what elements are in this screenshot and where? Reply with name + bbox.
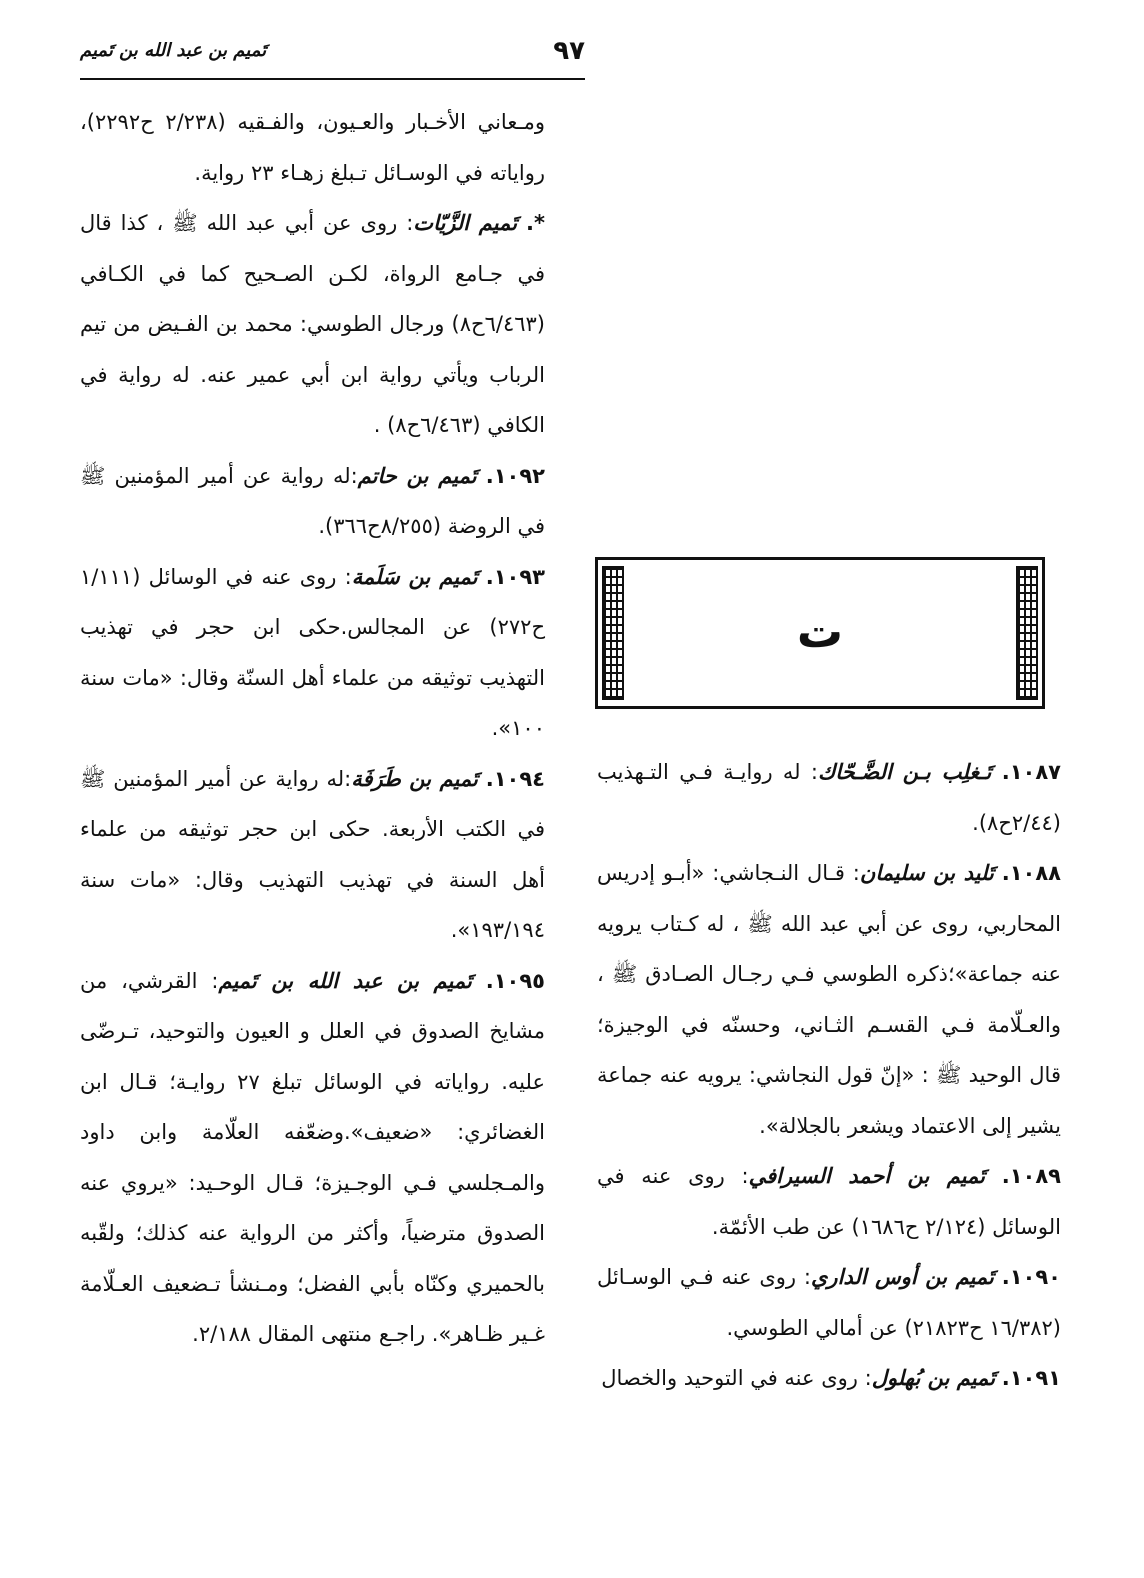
page-header bbox=[80, 30, 585, 80]
entry-1095 bbox=[80, 956, 545, 1360]
entry-headword: تَميم بن عبد الله بن تَميم bbox=[218, 968, 472, 993]
entry-headword: تَميم بن سَلَمة bbox=[351, 564, 478, 589]
entry-headword: تَـغلِب بـن الضَّـحّاك bbox=[817, 760, 992, 784]
entry-number: ١٠٩١. bbox=[1001, 1366, 1061, 1390]
entry-headword: تَميم بن طَرَفَة bbox=[351, 766, 478, 791]
entry-number: ١٠٩٤. bbox=[485, 766, 545, 791]
entry-1088 bbox=[597, 848, 1061, 1151]
entry-headword: تَليد بن سليمان bbox=[859, 861, 994, 885]
entry-1092 bbox=[80, 451, 545, 552]
right-column bbox=[597, 747, 1061, 1404]
left-column bbox=[80, 97, 545, 1360]
entry-text: : روى عنه في الوسائل (١/١١١ ح٢٧٢) عن المجالس.حكى ابن حجر في تهذيب التهذيب توثيقه من علماء أهل السنّة وقال: «مات سنة ١٠٠». bbox=[80, 564, 545, 740]
entry-1090 bbox=[597, 1252, 1061, 1353]
entry-text: : روى عنه في الوسائل (٢/١٢٤ ح١٦٨٦) عن طب الأئمّة. bbox=[597, 1164, 1061, 1239]
entry-text: : روى عنه في التوحيد والخصال bbox=[601, 1366, 872, 1390]
page-number: ٩٧ bbox=[553, 36, 585, 66]
entry-number: ١٠٩٥. bbox=[485, 968, 545, 993]
entry-text: : روى عن أبي عبد الله ﷺ ، كذا قال في جـامع الرواة، لكـن الصـحيح كما في الكـافي (٦/٤٦٣ح٨) ورجال الطوسي: محمد بن الفـيض من تيم الرباب ويأتي رواية ابن أبي عمير عنه. له رواية في الكافي (٦/٤٦٣ح٨) . bbox=[80, 211, 545, 437]
entry-text: :له رواية عن أمير المؤمنين ﷺ في الروضة (٨/٢٥٥ح٣٦٦). bbox=[80, 463, 545, 538]
entry-headword: تَميم بن بُهلول bbox=[871, 1366, 996, 1390]
section-letter-box bbox=[595, 557, 1045, 709]
entry-1089 bbox=[597, 1151, 1061, 1252]
section-letter: ت bbox=[796, 604, 844, 658]
entry-headword: تَميم بن حاتم bbox=[357, 463, 477, 488]
continuation-text bbox=[80, 97, 545, 198]
entry-number: ١٠٩٣. bbox=[485, 564, 546, 589]
entry-number: ١٠٨٨. bbox=[1001, 861, 1061, 885]
entry-text: : قـال النـجاشي: «أبـو إدريس المحاربي، روى عن أبي عبد الله ﷺ ، له كـتاب يرويه عنه جماعة»؛ذكره الطوسي فـي رجـال الصـادق ﷺ ، والعـلّامة فـي القسـم الثـاني، وحسنّه في الوجيزة؛ قال الوحيد ﷺ : «إنّ قول النجاشي: يرويه عنه جماعة يشير إلى الاعتماد ويشعر بالجلالة». bbox=[597, 861, 1061, 1138]
entry-1087 bbox=[597, 747, 1061, 848]
entry-text: :له رواية عن أمير المؤمنين ﷺ في الكتب الأربعة. حكى ابن حجر توثيقه من علماء أهل السنة في تهذيب التهذيب وقال: «مات سنة ١٩٣/١٩٤». bbox=[80, 766, 545, 942]
entry-1094 bbox=[80, 754, 545, 956]
entry-tamim-alzayyat bbox=[80, 198, 545, 451]
entry-number: ١٠٨٩. bbox=[1001, 1164, 1061, 1188]
entry-headword: تَميم بن أحمد السيرافي bbox=[748, 1164, 986, 1188]
entry-number: ١٠٨٧. bbox=[1001, 760, 1061, 784]
entry-text: : له روايـة فـي التـهذيب (٢/٤٤ح٨). bbox=[597, 760, 1061, 835]
entry-text: ومـعاني الأخـبار والعـيون، والفـقيه (٢/٢٣٨ ح٢٢٩٢)، رواياته في الوسـائل تـبلغ زهـاء ٢٣ رواية. bbox=[80, 110, 546, 185]
entry-1091 bbox=[597, 1353, 1061, 1404]
entry-text: : روى عنه فـي الوسـائل (١٦/٣٨٢ ح٢١٨٢٣) عن أمالي الطوسي. bbox=[597, 1265, 1061, 1340]
entry-headword: تَميم الزَّيّات bbox=[413, 211, 518, 235]
entry-headword: تَميم بن أوس الداري bbox=[811, 1265, 994, 1289]
entry-number: ١٠٩٢. bbox=[485, 463, 545, 488]
entry-text: : القرشي، من مشايخ الصدوق في العلل و العيون والتوحيد، تـرضّى عليه. رواياته في الوسائل تبلغ ٢٧ روايـة؛ قـال ابن الغضائري: «ضعيف».وضعّفه العلّامة وابن داود والمـجلسي فـي الوجـيزة؛ قـال الوحـيد: «يروي عنه الصدوق مترضياً، وأكثر من الرواية عنه كذلك؛ ولقّبه بالحميري وكنّاه بأبي الفضل؛ ومـنشأ تـضعيف العـلّامة غـير ظـاهر». راجـع منتهى المقال ٢/١٨٨. bbox=[80, 968, 545, 1346]
entry-1093 bbox=[80, 552, 545, 754]
running-title: تَميم بن عبد الله بن تَميم bbox=[80, 40, 267, 61]
entry-number: ١٠٩٠. bbox=[1001, 1265, 1061, 1289]
entry-number: *. bbox=[526, 211, 545, 235]
